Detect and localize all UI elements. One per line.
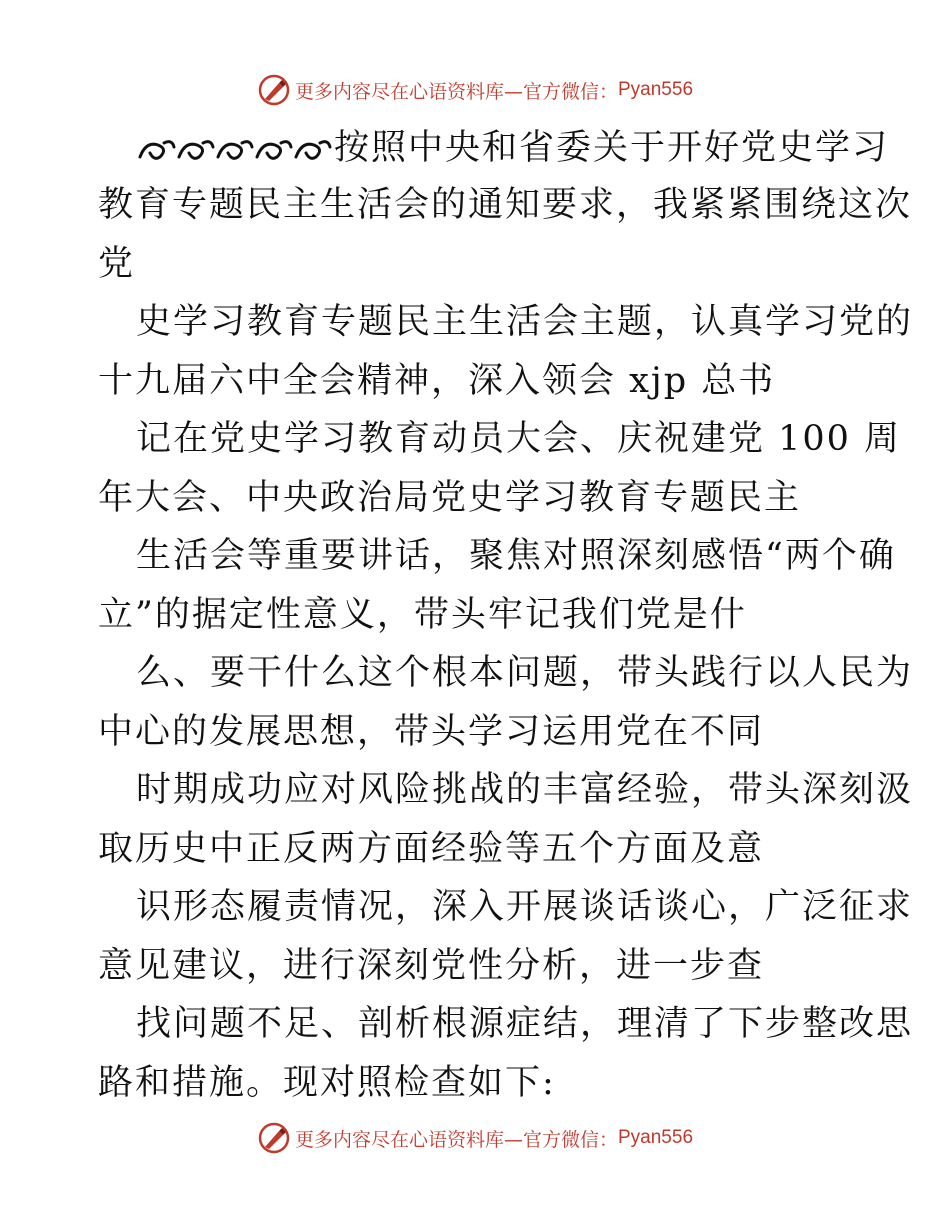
body-line-11: 中心的发展思想，带头学习运用党在不同 [98,712,765,752]
body-line-7: 年大会、中央政治局党史学习教育专题民主 [98,478,802,518]
header-watermark [0,70,950,110]
body-text: 按照中央和省委关于开好党史学习 [334,128,890,168]
body-line-14: 识形态履责情况，深入开展谈话谈心，广泛征求 [136,887,914,927]
body-line-10: 么、要干什么这个根本问题，带头践行以人民为 [136,653,914,693]
body-line-2: 教育专题民主生活会的通知要求，我紧紧围绕这次 [98,185,913,225]
footer-watermark [0,1118,950,1158]
banner-wechat-id: Pyan556 [618,1127,694,1148]
body-line-6: 记在党史学习教育动员大会、庆祝建党 100 周 [136,419,902,459]
body-line-8: 生活会等重要讲话，聚焦对照深刻感悟“两个确 [136,536,896,576]
banner-wechat-id: Pyan556 [618,79,694,100]
body-line-1 [136,120,889,176]
ornament-icon [136,137,332,163]
pen-logo-icon [257,73,291,107]
banner-text: 更多内容尽在心语资料库—官方微信： [294,1128,618,1151]
body-line-12: 时期成功应对风险挑战的丰富经验，带头深刻汲 [136,770,914,810]
body-line-5: 十九届六中全会精神，深入领会 xjp 总书 [98,361,776,401]
pen-logo-icon [257,1121,291,1155]
body-line-15: 意见建议，进行深刻党性分析，进一步查 [98,946,765,986]
body-line-9: 立”的据定性意义，带头牢记我们党是什 [98,595,747,635]
body-line-3: 党 [98,244,136,284]
body-line-13: 取历史中正反两方面经验等五个方面及意 [98,829,765,869]
banner-text: 更多内容尽在心语资料库—官方微信： [294,80,618,103]
body-line-17: 路和措施。现对照检查如下: [98,1063,556,1103]
body-line-16: 找问题不足、剖析根源症结，理清了下步整改思 [136,1004,914,1044]
body-line-4: 史学习教育专题民主生活会主题，认真学习党的 [136,302,914,342]
